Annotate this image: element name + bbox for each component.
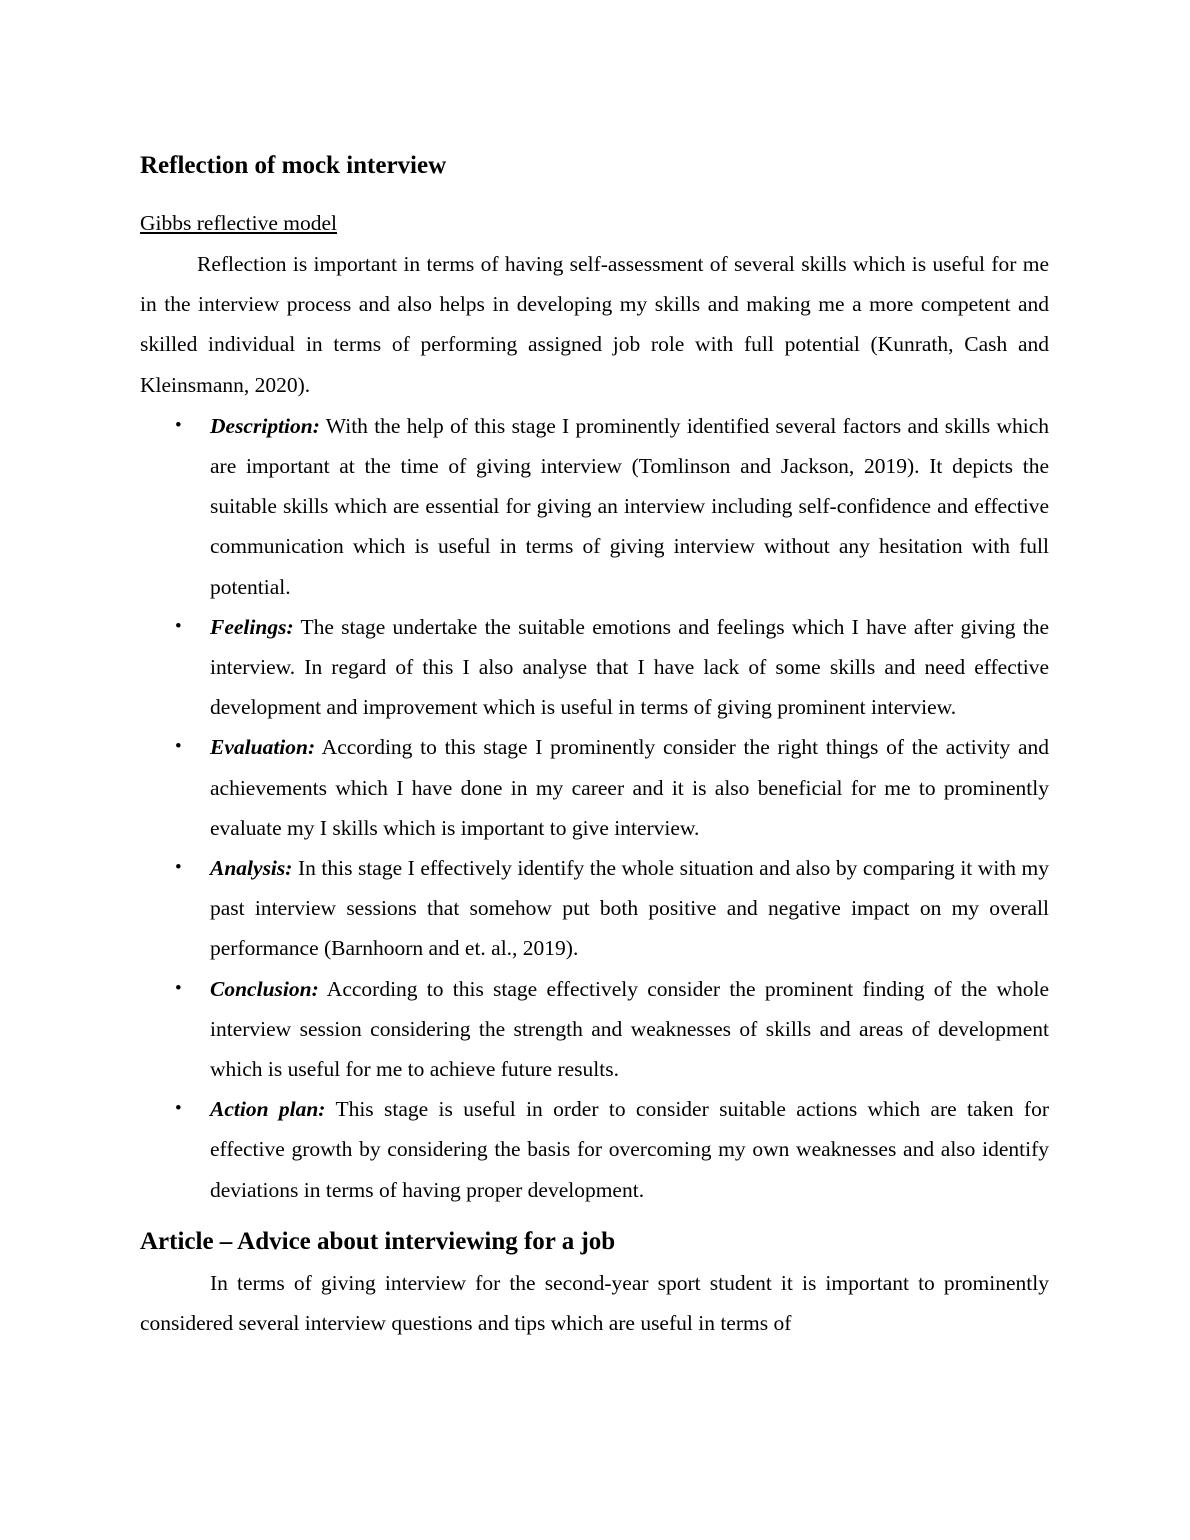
page-title: Reflection of mock interview xyxy=(140,152,447,179)
bullet-icon: • xyxy=(175,977,182,999)
stage-term: Description: xyxy=(210,413,320,438)
intro-paragraph: Reflection is important in terms of having self-assessment of several skills which is useful for me in the interview process and also helps in developing my skills and making me a more competent and skilled individual in terms of performing assigned job role with full potential (Kunrath, Cash and Kleinsmann, 2020). xyxy=(140,252,1049,397)
stage-term: Analysis: xyxy=(210,856,293,881)
stage-text: In this stage I effectively identify the whole situation and also by comparing it with my past interview sessions that somehow put both positive and negative impact on my overall performance (Barnhoorn and et. al., 2019). xyxy=(210,856,1049,961)
stage-term: Feelings: xyxy=(210,614,294,639)
bullet-icon: • xyxy=(175,615,182,637)
stage-term: Action plan: xyxy=(210,1097,326,1122)
document-page xyxy=(140,146,1049,1343)
stage-text: With the help of this stage I prominently identified several factors and skills which are important at the time of giving interview (Tomlinson and Jackson, 2019). It depicts the suitable skills which are essential for giving an interview including self-confidence and effective communication which is useful in terms of giving interview without any hesitation with full potential. xyxy=(210,413,1049,599)
list-item-feelings xyxy=(140,607,1049,728)
list-item-action-plan xyxy=(140,1089,1049,1210)
list-item-analysis xyxy=(140,848,1049,969)
bullet-icon: • xyxy=(175,414,182,436)
stage-text: The stage undertake the suitable emotions and feelings which I have after giving the interview. In regard of this I also analyse that I have lack of some skills and need effective development and improvement which is useful in terms of giving prominent interview. xyxy=(210,614,1049,720)
list-item-evaluation xyxy=(140,727,1049,848)
list-item-conclusion xyxy=(140,969,1049,1090)
gibbs-stages-list xyxy=(140,406,1049,1210)
stage-text: According to this stage I prominently consider the right things of the activity and achievements which I have done in my career and it is also beneficial for me to prominently evaluate my I skills which is important to give interview. xyxy=(210,735,1049,840)
stage-text: According to this stage effectively consider the prominent finding of the whole interview session considering the strength and weaknesses of skills and areas of development which is useful for me to achieve future results. xyxy=(210,976,1049,1082)
stage-text: This stage is useful in order to consider suitable actions which are taken for effective growth by considering the basis for overcoming my own weaknesses and also identify deviations in terms of having proper development. xyxy=(210,1097,1049,1202)
article-heading: Article – Advice about interviewing for a job xyxy=(140,1227,616,1255)
article-paragraph: In terms of giving interview for the second-year sport student it is important to prominently considered several interview questions and tips which are useful in terms of xyxy=(140,1270,1049,1336)
stage-term: Evaluation: xyxy=(210,735,316,760)
list-item-description xyxy=(140,406,1049,607)
bullet-icon: • xyxy=(175,736,182,758)
stage-term: Conclusion: xyxy=(210,976,319,1001)
bullet-icon: • xyxy=(175,1098,182,1120)
bullet-icon: • xyxy=(175,857,182,879)
section-subheading: Gibbs reflective model xyxy=(140,211,338,235)
